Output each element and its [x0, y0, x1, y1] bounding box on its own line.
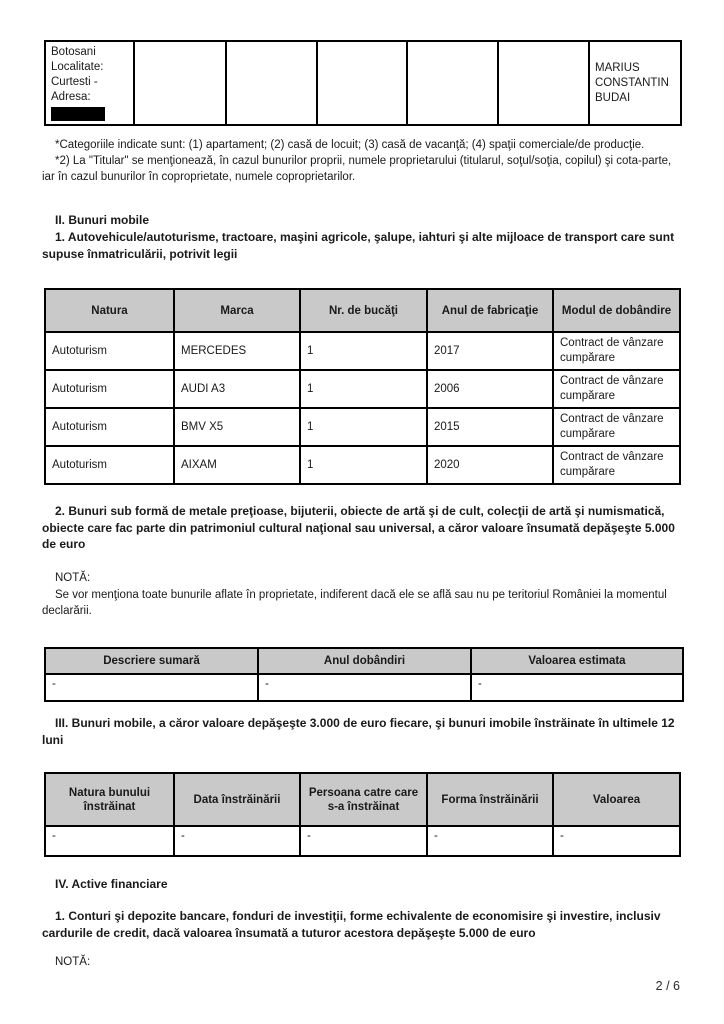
table-cell: AUDI A3	[174, 370, 300, 408]
titular-name-line: CONSTANTIN	[595, 76, 669, 89]
footnote-titular: *2) La "Titular" se menţionează, în cazul bunurilor proprii, numele proprietarului (titularul, soţul/soţia, copilul) şi cota-parte, iar în cazul bunurilor în coproprietate, numele coproprietarilor.	[42, 155, 672, 183]
valuables-table	[44, 647, 684, 702]
section-iv-item1-title: 1. Conturi şi depozite bancare, fonduri de investiţii, forme echivalente de economisire şi investire, inclusiv cardurile de credit, dacă valoarea însumată a tuturor acestora depăşeşte 5.000 de euro	[42, 909, 661, 940]
empty-cell	[226, 41, 317, 125]
column-header: Valoarea	[553, 773, 680, 826]
table-cell: -	[471, 674, 683, 701]
titular-name-line: MARIUS	[595, 61, 640, 74]
nota-label: NOTĂ:	[55, 956, 91, 968]
table-row	[45, 446, 680, 484]
footnotes-block	[42, 137, 684, 185]
footnote-categories: *Categoriile indicate sunt: (1) apartament; (2) casă de locuit; (3) casă de vacanţă; (4) spaţii comerciale/de producţie.	[55, 139, 645, 151]
column-header: Natura	[45, 289, 174, 332]
table-cell: Contract de vânzare cumpărare	[553, 332, 680, 370]
table-cell: Contract de vânzare cumpărare	[553, 408, 680, 446]
table-row	[45, 826, 680, 856]
table-cell: BMV X5	[174, 408, 300, 446]
table-cell: -	[45, 826, 174, 856]
section-ii-item1-title: 1. Autovehicule/autoturisme, tractoare, maşini agricole, şalupe, iahturi şi alte mijloace de transport care sunt supuse înmatriculării, potrivit legii	[42, 230, 675, 261]
table-cell: -	[427, 826, 553, 856]
table-cell: -	[553, 826, 680, 856]
table-row	[45, 41, 681, 125]
column-header: Anul dobândiri	[258, 648, 471, 674]
address-line: Curtesti -	[51, 76, 98, 88]
empty-cell	[317, 41, 407, 125]
table-cell: AIXAM	[174, 446, 300, 484]
property-header-table	[44, 40, 682, 126]
table-header-row	[45, 289, 680, 332]
nota-text: Se vor menţiona toate bunurile aflate în proprietate, indiferent dacă ele se află sau nu pe teritoriul României la momentul declarării.	[42, 589, 667, 617]
column-header: Valoarea estimata	[471, 648, 683, 674]
table-cell: Autoturism	[45, 446, 174, 484]
table-cell: 2020	[427, 446, 553, 484]
section-iv-title: IV. Active financiare	[55, 877, 168, 891]
table-header-row	[45, 773, 680, 826]
address-cell	[45, 41, 134, 125]
table-row	[45, 370, 680, 408]
table-cell: 2017	[427, 332, 553, 370]
vehicles-table	[44, 288, 681, 485]
address-line: Adresa:	[51, 91, 91, 103]
column-header: Natura bunului înstrăinat	[45, 773, 174, 826]
table-cell: 1	[300, 446, 427, 484]
table-cell: Contract de vânzare cumpărare	[553, 446, 680, 484]
section-iii-title: III. Bunuri mobile, a căror valoare depăşeşte 3.000 de euro fiecare, şi bunuri imobile înstrăinate în ultimele 12 luni	[42, 716, 675, 747]
table-cell: -	[300, 826, 427, 856]
table-cell: 2015	[427, 408, 553, 446]
nota-label: NOTĂ:	[55, 572, 91, 584]
column-header: Marca	[174, 289, 300, 332]
table-cell: -	[258, 674, 471, 701]
page-indicator: 2 / 6	[655, 979, 680, 993]
section-ii-item2-title: 2. Bunuri sub formă de metale preţioase, bijuterii, obiecte de artă şi de cult, colecţii de artă şi numismatică, obiecte care fac parte din patrimoniul cultural naţional sau universal, a căror valoare însumată depăşeşte 5.000 de euro	[42, 504, 675, 551]
table-row	[45, 408, 680, 446]
column-header: Forma înstrăinării	[427, 773, 553, 826]
column-header: Descriere sumară	[45, 648, 258, 674]
alienated-goods-table	[44, 772, 681, 857]
table-cell: 1	[300, 408, 427, 446]
table-cell: -	[174, 826, 300, 856]
table-cell: Autoturism	[45, 370, 174, 408]
address-line: Localitate:	[51, 61, 104, 73]
empty-cell	[134, 41, 226, 125]
section-ii-title: II. Bunuri mobile	[55, 213, 150, 227]
table-cell: Autoturism	[45, 408, 174, 446]
column-header: Persoana catre care s-a înstrăinat	[300, 773, 427, 826]
titular-name-line: BUDAI	[595, 91, 631, 104]
column-header: Anul de fabricaţie	[427, 289, 553, 332]
empty-cell	[407, 41, 498, 125]
table-row	[45, 674, 683, 701]
table-header-row	[45, 648, 683, 674]
address-line: Botosani	[51, 46, 96, 58]
table-cell: 1	[300, 370, 427, 408]
column-header: Data înstrăinării	[174, 773, 300, 826]
titular-cell	[589, 41, 681, 125]
table-cell: Autoturism	[45, 332, 174, 370]
table-cell: Contract de vânzare cumpărare	[553, 370, 680, 408]
column-header: Nr. de bucăţi	[300, 289, 427, 332]
redacted-address-block	[51, 107, 105, 121]
table-cell: 2006	[427, 370, 553, 408]
empty-cell	[498, 41, 589, 125]
column-header: Modul de dobândire	[553, 289, 680, 332]
table-row	[45, 332, 680, 370]
table-cell: MERCEDES	[174, 332, 300, 370]
table-cell: 1	[300, 332, 427, 370]
table-cell: -	[45, 674, 258, 701]
